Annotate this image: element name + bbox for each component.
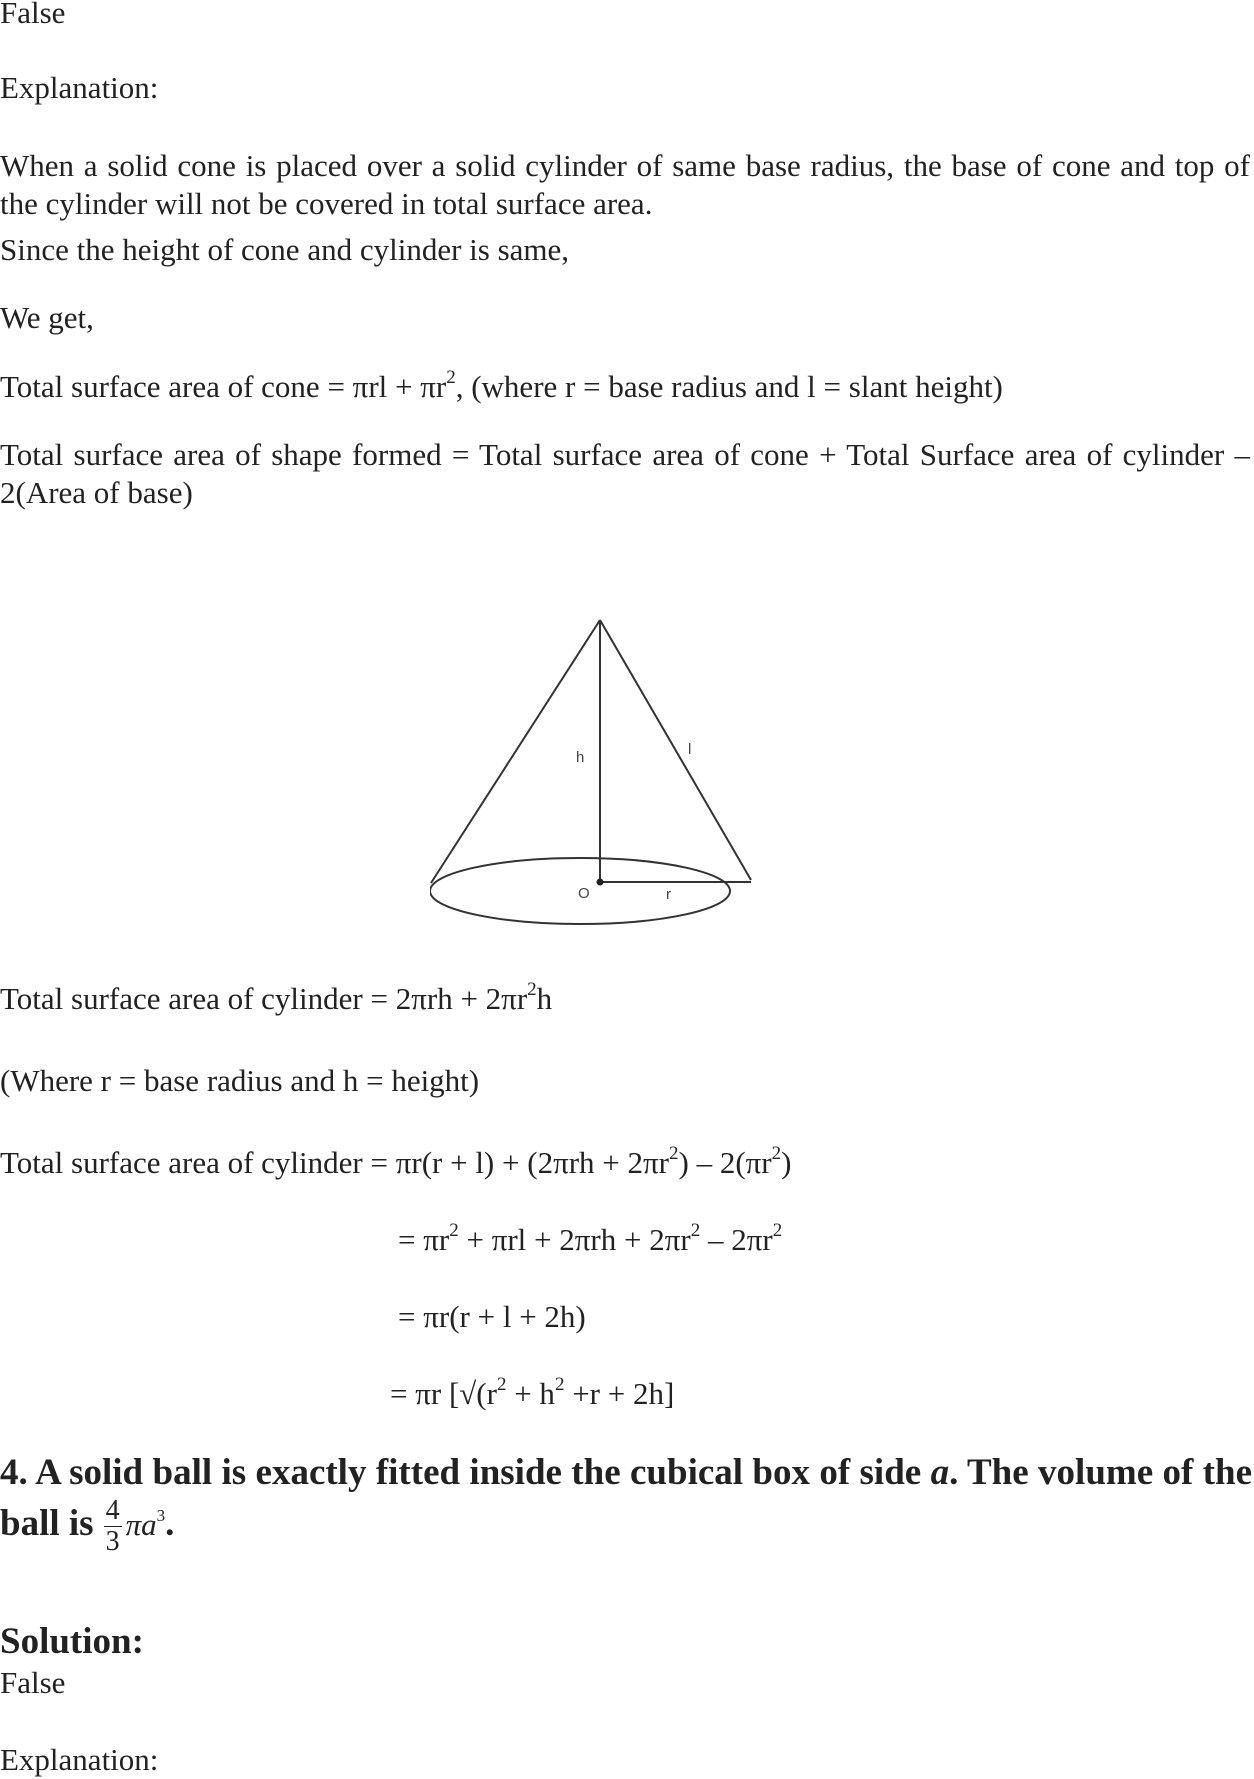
- question-4: [0, 1450, 1252, 1557]
- label-l: l: [688, 741, 692, 758]
- label-o: O: [578, 885, 590, 902]
- eq4-part-a: = πr [√(r: [390, 1376, 497, 1411]
- cone-tsa-note: , (where r = base radius and l = slant height): [455, 369, 1003, 404]
- we-get-text: We get,: [0, 300, 94, 335]
- eq2-exp-1: 2: [449, 1220, 459, 1241]
- cone-center-point: [597, 879, 604, 886]
- cylinder-tsa-formula: [0, 980, 1254, 1018]
- fraction-numerator: 4: [105, 1495, 120, 1526]
- question-4-text-b: . The volume of the ball is: [0, 1452, 1252, 1544]
- cylinder-tsa-exponent: 2: [527, 979, 537, 1000]
- answer-false-2: False: [0, 1665, 66, 1700]
- equation-line-2: [398, 1221, 782, 1259]
- eq2-exp-3: 2: [772, 1220, 783, 1241]
- equation-line-1: [0, 1144, 1254, 1182]
- cone-tsa-text: Total surface area of cone = πrl + πr: [0, 369, 447, 404]
- where-text: (Where r = base radius and h = height): [0, 1063, 480, 1098]
- question-4-side-var: a: [930, 1452, 950, 1493]
- equation-line-3: = πr(r + l + 2h): [398, 1299, 586, 1334]
- question-4-end: .: [165, 1502, 175, 1544]
- volume-fraction: [104, 1496, 122, 1557]
- explanation-label-2: Explanation:: [0, 1742, 159, 1777]
- cone-left-edge: [431, 620, 600, 883]
- height-same-text: Since the height of cone and cylinder is same,: [0, 232, 570, 267]
- label-r: r: [666, 886, 671, 903]
- eq2-exp-2: 2: [690, 1220, 701, 1241]
- eq1-part-b: ) – 2(πr: [678, 1145, 772, 1180]
- fraction-denominator: 3: [105, 1526, 120, 1557]
- cone-tsa-exponent: 2: [446, 367, 456, 388]
- cone-tsa-formula: [0, 368, 1254, 406]
- cylinder-tsa-text: Total surface area of cylinder = 2πrh + 2πr: [0, 981, 528, 1016]
- eq2-part-b: + πrl + 2πrh + 2πr: [458, 1222, 691, 1257]
- shape-tsa-formula: Total surface area of shape formed = Total surface area of cone + Total Surface area of cylinder – 2(Area of base): [0, 437, 1250, 510]
- eq2-part-a: = πr: [398, 1222, 450, 1257]
- cylinder-tsa-tail: h: [536, 981, 553, 1016]
- volume-expression: πa: [125, 1506, 157, 1542]
- eq1-part-a: Total surface area of cylinder = πr(r + l) + (2πrh + 2πr: [0, 1145, 669, 1180]
- eq4-part-c: +r + 2h]: [564, 1376, 675, 1411]
- question-4-text-a: 4. A solid ball is exactly fitted inside the cubical box of side: [0, 1452, 931, 1493]
- eq1-exp-2: 2: [771, 1143, 782, 1164]
- eq4-exp-2: 2: [554, 1374, 565, 1395]
- answer-false-1: False: [0, 0, 66, 30]
- cone-diagram: [430, 608, 780, 948]
- eq1-exp-1: 2: [669, 1143, 679, 1164]
- volume-exponent: 3: [156, 1505, 166, 1525]
- cone-slant-edge: [600, 620, 751, 880]
- eq1-part-c: ): [781, 1145, 792, 1180]
- eq4-exp-1: 2: [496, 1374, 507, 1395]
- equation-line-4: [390, 1375, 674, 1413]
- eq2-part-c: – 2πr: [700, 1222, 773, 1257]
- solution-heading: Solution:: [0, 1621, 144, 1662]
- label-h: h: [576, 749, 585, 766]
- explanation-paragraph: When a solid cone is placed over a solid cylinder of same base radius, the base of cone and top of the cylinder will not be covered in total surface area.: [0, 148, 1250, 221]
- eq4-part-b: + h: [506, 1376, 555, 1411]
- explanation-label-1: Explanation:: [0, 70, 159, 105]
